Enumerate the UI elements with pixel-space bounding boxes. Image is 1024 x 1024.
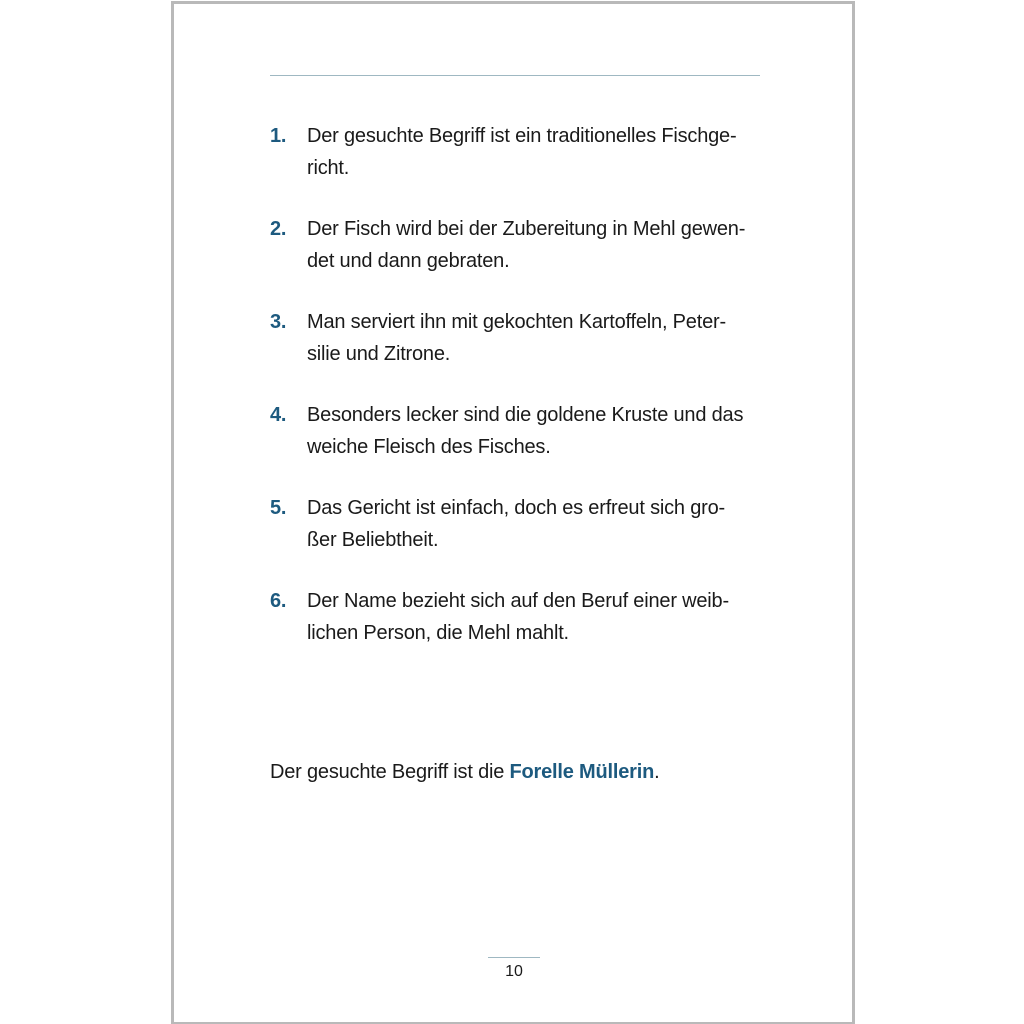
clue-text: Der Name bezieht sich auf den Beruf einer weib- lichen Person, die Mehl mahlt. — [307, 590, 729, 644]
answer-suffix: . — [654, 761, 660, 783]
clue-text: Der gesuchte Begriff ist ein traditionelles Fischge- richt. — [307, 125, 737, 179]
clue-item — [270, 213, 770, 277]
book-page — [171, 1, 855, 1024]
clue-number: 3. — [270, 311, 287, 333]
clue-item — [270, 399, 770, 463]
clue-text: Besonders lecker sind die goldene Kruste und das weiche Fleisch des Fisches. — [307, 404, 744, 458]
clue-item — [270, 306, 770, 370]
clue-item — [270, 120, 770, 184]
clue-text: Der Fisch wird bei der Zubereitung in Mehl gewen- det und dann gebraten. — [307, 218, 746, 272]
top-rule — [270, 75, 760, 76]
clue-text: Das Gericht ist einfach, doch es erfreut sich gro- ßer Beliebtheit. — [307, 497, 725, 551]
answer-sentence — [270, 756, 659, 788]
clue-number: 2. — [270, 218, 287, 240]
clue-number: 4. — [270, 404, 287, 426]
answer-prefix: Der gesuchte Begriff ist die — [270, 761, 510, 783]
answer-term: Forelle Müllerin — [509, 761, 655, 783]
clue-list — [270, 120, 770, 678]
clue-number: 6. — [270, 590, 287, 612]
clue-item — [270, 585, 770, 649]
clue-number: 5. — [270, 497, 287, 519]
page-number: 10 — [505, 963, 523, 980]
footer-rule — [488, 957, 540, 958]
clue-number: 1. — [270, 125, 287, 147]
clue-item — [270, 492, 770, 556]
clue-text: Man serviert ihn mit gekochten Kartoffeln, Peter- silie und Zitrone. — [307, 311, 726, 365]
